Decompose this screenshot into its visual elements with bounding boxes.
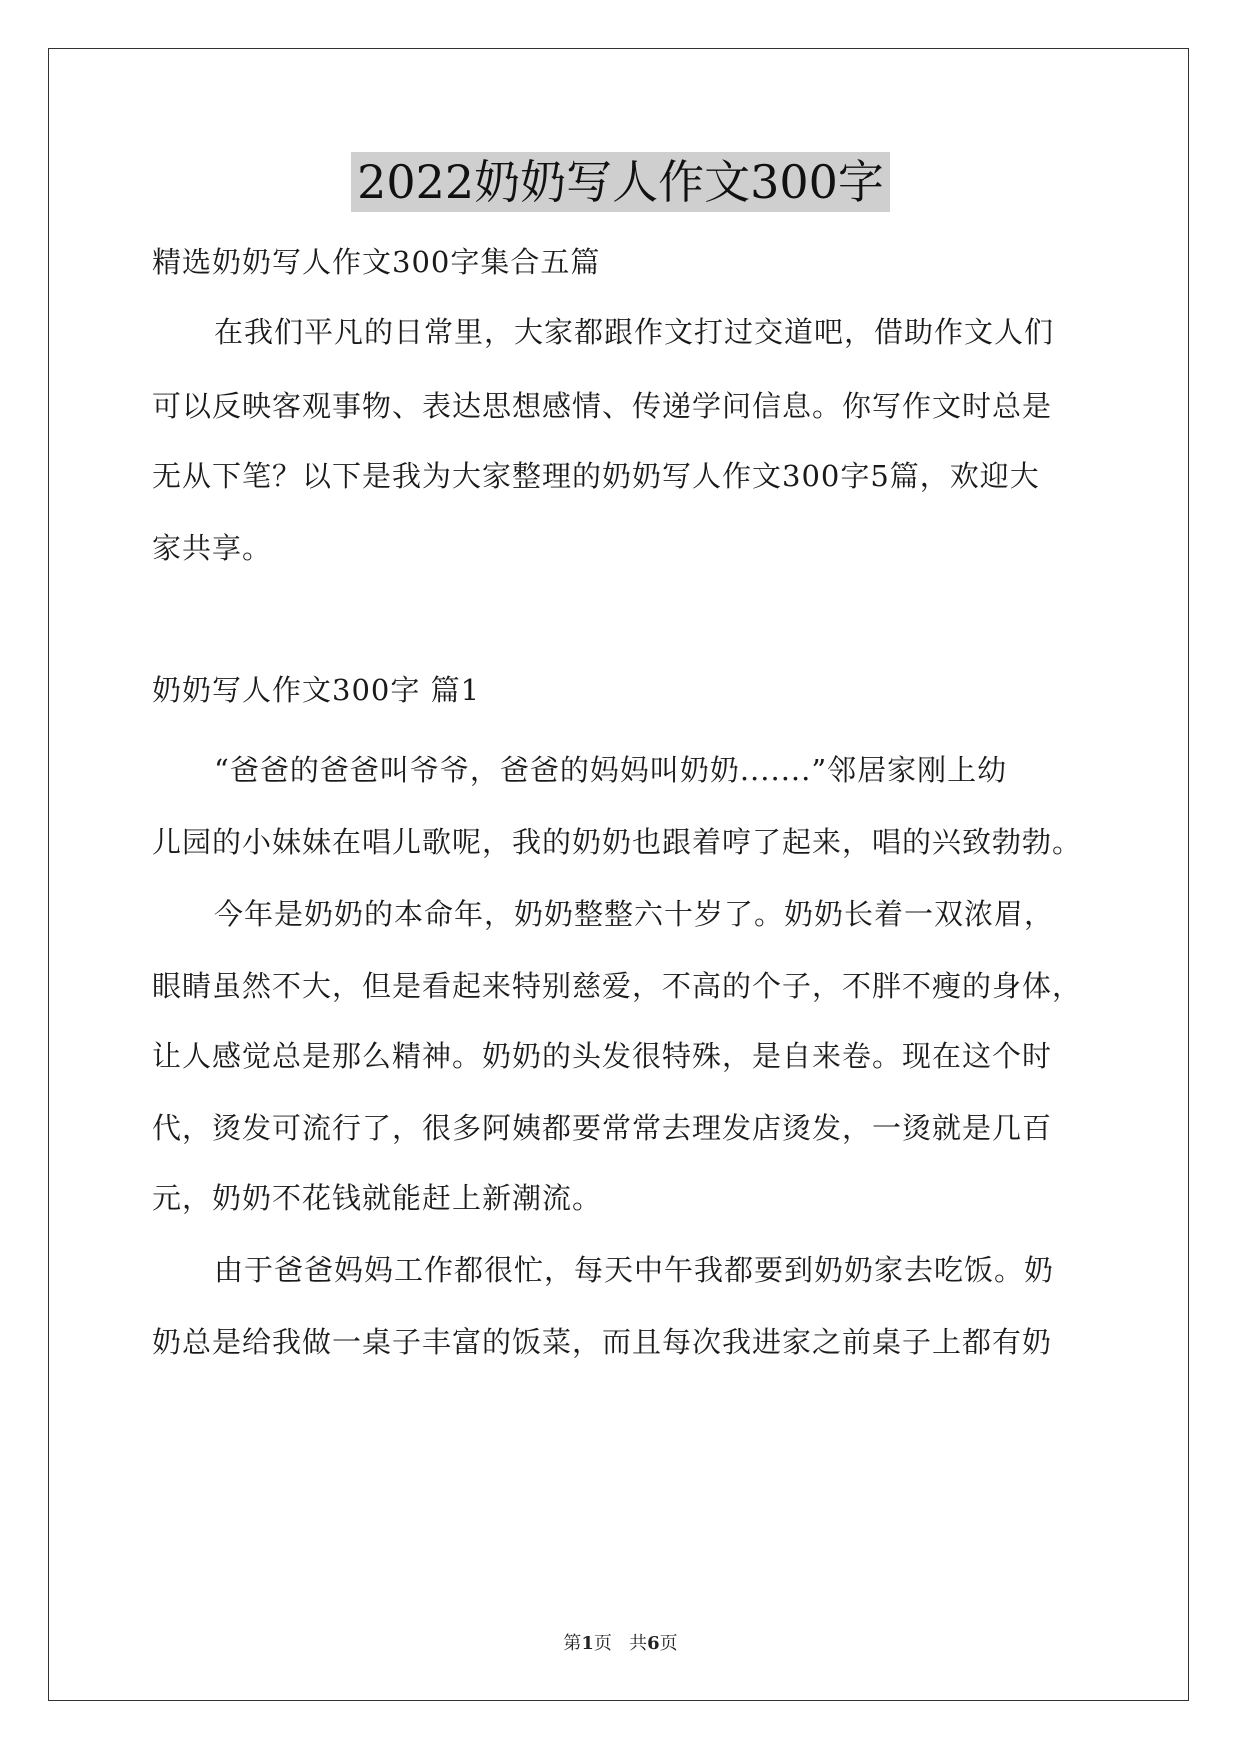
paragraph-line: 元，奶奶不花钱就能赶上新潮流。 bbox=[152, 1181, 603, 1215]
page-suffix: 页 bbox=[593, 1633, 612, 1654]
paragraph-line: 在我们平凡的日常里，大家都跟作文打过交道吧，借助作文人们 bbox=[214, 315, 1055, 349]
title-container bbox=[0, 152, 1241, 212]
paragraph-line: 由于爸爸妈妈工作都很忙，每天中午我都要到奶奶家去吃饭。奶 bbox=[214, 1253, 1055, 1287]
total-prefix: 共 bbox=[629, 1633, 648, 1654]
paragraph-line: 让人感觉总是那么精神。奶奶的头发很特殊，是自来卷。现在这个时 bbox=[152, 1039, 1053, 1073]
page-border bbox=[48, 48, 1189, 1701]
page-prefix: 第 bbox=[563, 1633, 582, 1654]
paragraph-line: 家共享。 bbox=[152, 531, 273, 565]
subtitle: 精选奶奶写人作文300字集合五篇 bbox=[152, 245, 601, 279]
paragraph-line: 奶总是给我做一桌子丰富的饭菜，而且每次我进家之前桌子上都有奶 bbox=[152, 1325, 1053, 1359]
page-total: 6 bbox=[647, 1633, 660, 1654]
document-title: 2022奶奶写人作文300字 bbox=[351, 152, 890, 212]
paragraph-line: 无从下笔？以下是我为大家整理的奶奶写人作文300字5篇，欢迎大 bbox=[152, 459, 1040, 493]
page-current: 1 bbox=[581, 1633, 594, 1654]
paragraph-line: 可以反映客观事物、表达思想感情、传递学问信息。你写作文时总是 bbox=[152, 389, 1053, 423]
total-suffix: 页 bbox=[659, 1633, 678, 1654]
paragraph-line: 眼睛虽然不大，但是看起来特别慈爱，不高的个子，不胖不瘦的身体， bbox=[152, 969, 1083, 1003]
paragraph-line: 今年是奶奶的本命年，奶奶整整六十岁了。奶奶长着一双浓眉， bbox=[214, 897, 1055, 931]
paragraph-line: 代，烫发可流行了，很多阿姨都要常常去理发店烫发，一烫就是几百 bbox=[152, 1111, 1053, 1145]
paragraph-line: 儿园的小妹妹在唱儿歌呢，我的奶奶也跟着哼了起来，唱的兴致勃勃。 bbox=[152, 825, 1083, 859]
section-heading: 奶奶写人作文300字 篇1 bbox=[152, 673, 481, 707]
paragraph-line: “爸爸的爸爸叫爷爷，爸爸的妈妈叫奶奶.......”邻居家刚上幼 bbox=[214, 753, 1008, 787]
page-footer bbox=[0, 1632, 1241, 1656]
